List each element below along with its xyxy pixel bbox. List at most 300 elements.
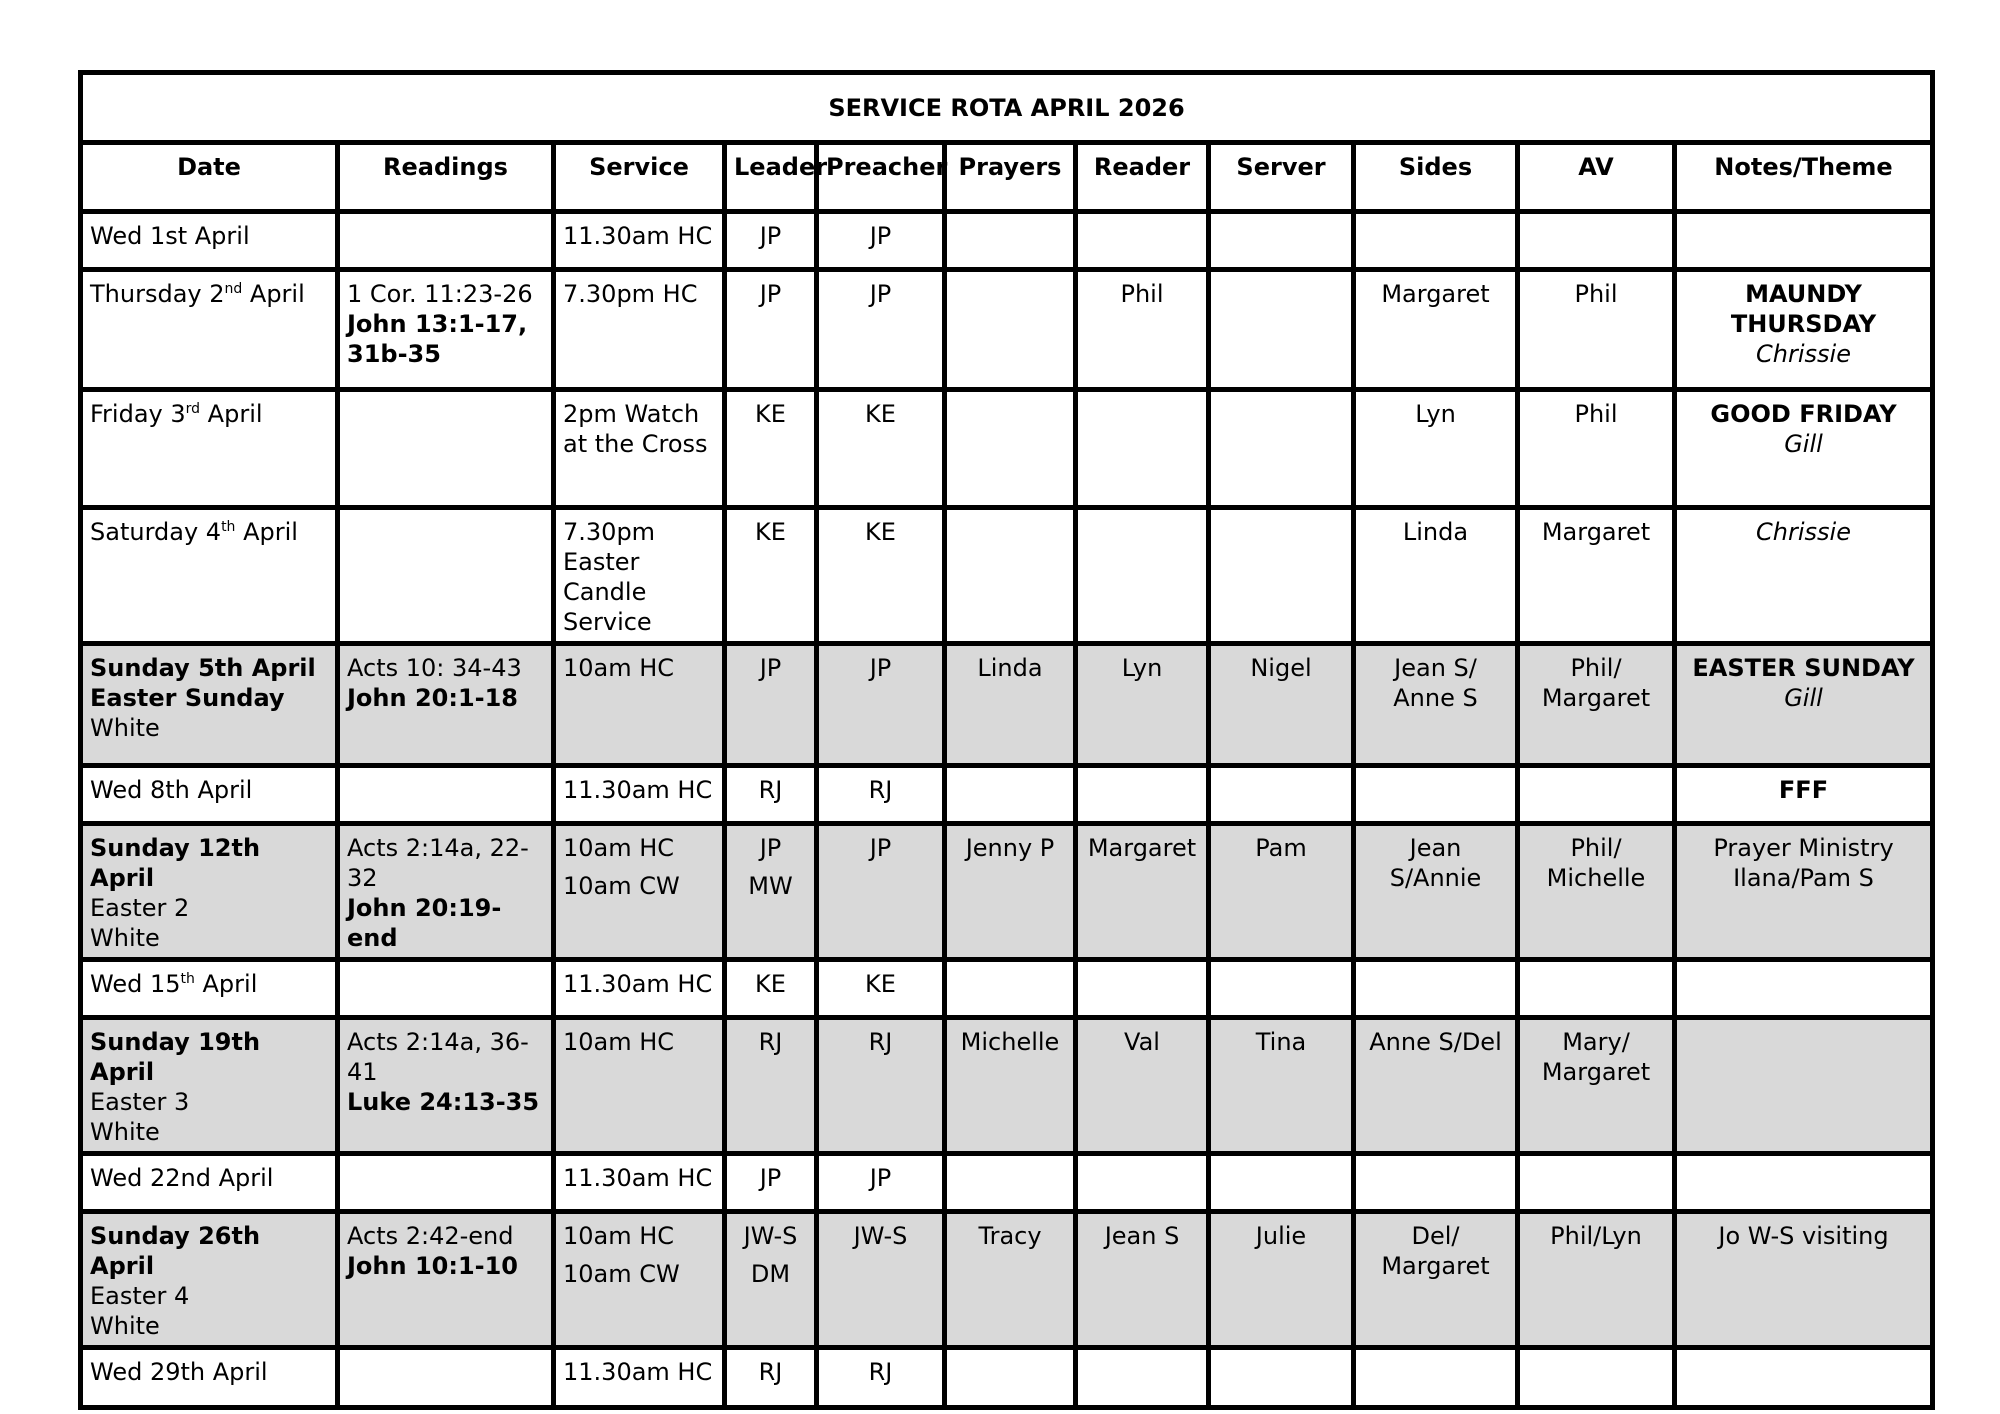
cell-readings <box>338 644 554 766</box>
cell-text <box>1363 683 1508 713</box>
cell-service <box>554 1154 725 1212</box>
cell-text <box>826 833 935 863</box>
cell-text <box>347 653 544 683</box>
cell-text-main: JP <box>759 222 782 250</box>
cell-text <box>734 1259 807 1289</box>
cell-text-after: April <box>242 280 305 308</box>
cell-text-main: Ilana/Pam S <box>1733 864 1874 892</box>
cell-av <box>1518 390 1675 508</box>
cell-text-main: 7.30pm HC <box>563 280 698 308</box>
cell-text-main: RJ <box>758 1028 783 1056</box>
cell-text-main: Margaret <box>1541 684 1651 712</box>
table-row <box>81 270 1933 390</box>
cell-text <box>826 1027 935 1057</box>
cell-text <box>90 923 328 953</box>
cell-text-main: Easter Sunday <box>90 684 285 712</box>
cell-text-main: White <box>90 1118 160 1146</box>
cell-text-main: JP <box>869 1164 892 1192</box>
cell-text <box>734 653 807 683</box>
cell-text <box>347 1251 544 1281</box>
cell-text <box>826 399 935 429</box>
cell-text-main: Wed 8th April <box>90 776 253 804</box>
cell-text <box>90 1087 328 1117</box>
cell-text <box>734 969 807 999</box>
cell-text <box>1684 863 1923 893</box>
cell-prayers <box>945 1212 1076 1348</box>
cell-text-main: JP <box>869 654 892 682</box>
cell-text-main: JP <box>869 280 892 308</box>
cell-text <box>1363 833 1508 893</box>
cell-text <box>563 833 715 863</box>
cell-readings <box>338 1018 554 1154</box>
table-row <box>81 644 1933 766</box>
cell-service <box>554 270 725 390</box>
cell-service <box>554 212 725 270</box>
cell-readings <box>338 508 554 644</box>
cell-text-main: Easter 4 <box>90 1282 190 1310</box>
cell-reader <box>1076 960 1209 1018</box>
cell-reader <box>1076 1018 1209 1154</box>
cell-text-main: DM <box>750 1260 791 1288</box>
cell-text <box>734 1221 807 1251</box>
cell-prayers <box>945 1154 1076 1212</box>
cell-leader <box>725 1348 817 1408</box>
cell-text-main: Val <box>1124 1028 1160 1056</box>
cell-text-main: John 20:1-18 <box>347 684 518 712</box>
cell-text-main: Margaret <box>1381 1252 1490 1280</box>
cell-preacher <box>817 1212 945 1348</box>
cell-server <box>1209 960 1354 1018</box>
cell-text-main: Nigel <box>1250 654 1312 682</box>
cell-av <box>1518 212 1675 270</box>
cell-text <box>954 653 1066 683</box>
cell-text-main: Jo W-S visiting <box>1718 1222 1889 1250</box>
cell-preacher <box>817 1154 945 1212</box>
cell-text-main: Gill <box>1784 430 1823 458</box>
cell-text-main: Acts 2:14a, 36-41 <box>347 1028 529 1086</box>
cell-text-main: 7.30pm <box>563 518 656 546</box>
cell-text-main: Margaret <box>1541 1058 1651 1086</box>
cell-leader <box>725 1018 817 1154</box>
cell-text-main: Jean S <box>1104 1222 1180 1250</box>
cell-notes <box>1675 508 1933 644</box>
cell-text <box>734 221 807 251</box>
cell-server <box>1209 824 1354 960</box>
cell-reader <box>1076 270 1209 390</box>
cell-text <box>90 1117 328 1147</box>
cell-text-main: Luke 24:13-35 <box>347 1088 540 1116</box>
column-header-notes: Notes/Theme <box>1675 143 1933 212</box>
cell-av <box>1518 1154 1675 1212</box>
cell-server <box>1209 766 1354 824</box>
cell-text <box>1684 775 1923 805</box>
cell-text <box>1363 1221 1508 1251</box>
cell-text-main: 10am HC <box>563 654 675 682</box>
cell-notes <box>1675 766 1933 824</box>
cell-av <box>1518 644 1675 766</box>
cell-text-main: Jenny P <box>965 834 1055 862</box>
column-header-av: AV <box>1518 143 1675 212</box>
cell-leader <box>725 644 817 766</box>
cell-text-main: 11.30am HC <box>563 1164 713 1192</box>
cell-text <box>563 1357 715 1387</box>
cell-preacher <box>817 212 945 270</box>
cell-text <box>1085 833 1199 863</box>
cell-text <box>90 1221 328 1281</box>
column-header-sides: Sides <box>1354 143 1518 212</box>
cell-text-main: 10am CW <box>563 1260 680 1288</box>
cell-text-main: RJ <box>868 1358 893 1386</box>
cell-reader <box>1076 644 1209 766</box>
cell-prayers <box>945 824 1076 960</box>
cell-text-main: JP <box>759 280 782 308</box>
cell-text-main: Wed 22nd April <box>90 1164 274 1192</box>
cell-text-main: Acts 2:14a, 22-32 <box>347 834 529 892</box>
cell-text <box>90 1311 328 1341</box>
cell-text <box>90 683 328 713</box>
cell-sides <box>1354 1154 1518 1212</box>
cell-sides <box>1354 1212 1518 1348</box>
ordinal-suffix: nd <box>224 281 243 297</box>
cell-text-main: MAUNDY THURSDAY <box>1730 280 1877 338</box>
cell-preacher <box>817 390 945 508</box>
cell-text-main: White <box>90 1312 160 1340</box>
cell-text-main: Margaret <box>1541 518 1651 546</box>
cell-text <box>826 1163 935 1193</box>
service-rota-table <box>78 70 1935 1410</box>
cell-text-main: Wed 29th April <box>90 1358 268 1386</box>
cell-reader <box>1076 508 1209 644</box>
cell-text-main: Tracy <box>978 1222 1042 1250</box>
cell-date <box>81 766 338 824</box>
cell-preacher <box>817 824 945 960</box>
cell-text-main: RJ <box>868 1028 893 1056</box>
cell-text <box>563 1163 715 1193</box>
cell-text <box>1684 517 1923 547</box>
cell-text <box>1363 1027 1508 1057</box>
cell-text-main: 10am HC <box>563 834 675 862</box>
cell-text <box>347 683 544 713</box>
cell-server <box>1209 1212 1354 1348</box>
cell-text <box>826 969 935 999</box>
cell-text <box>826 1357 935 1387</box>
cell-text-main: JP <box>869 222 892 250</box>
cell-text-main: John 20:19-end <box>347 894 502 952</box>
cell-sides <box>1354 270 1518 390</box>
cell-date <box>81 1348 338 1408</box>
column-header-date: Date <box>81 143 338 212</box>
cell-text-main: JP <box>869 834 892 862</box>
cell-sides <box>1354 824 1518 960</box>
cell-text <box>347 1221 544 1251</box>
cell-text <box>826 279 935 309</box>
cell-reader <box>1076 824 1209 960</box>
cell-sides <box>1354 644 1518 766</box>
cell-readings <box>338 390 554 508</box>
cell-text-main: Sunday 12th April <box>90 834 261 892</box>
cell-text <box>1363 1251 1508 1281</box>
table-row <box>81 1154 1933 1212</box>
cell-text <box>734 1163 807 1193</box>
cell-text-main: Jean S/ <box>1394 654 1477 682</box>
cell-text-main: JW-S <box>743 1222 798 1250</box>
cell-service <box>554 644 725 766</box>
cell-text <box>1218 833 1344 863</box>
cell-text-main: 11.30am HC <box>563 1358 713 1386</box>
cell-text <box>1684 399 1923 429</box>
cell-text-main: Phil/ <box>1570 654 1622 682</box>
cell-prayers <box>945 1348 1076 1408</box>
cell-readings <box>338 960 554 1018</box>
cell-text <box>347 893 544 953</box>
cell-text-main: Service <box>563 608 652 636</box>
cell-text <box>90 893 328 923</box>
cell-text <box>954 1027 1066 1057</box>
cell-reader <box>1076 1212 1209 1348</box>
cell-text <box>1363 399 1508 429</box>
cell-text <box>347 279 544 309</box>
cell-date <box>81 1212 338 1348</box>
cell-text <box>90 279 328 309</box>
cell-text <box>1218 1027 1344 1057</box>
cell-sides <box>1354 1348 1518 1408</box>
column-header-prayers: Prayers <box>945 143 1076 212</box>
cell-text-main: MW <box>748 872 793 900</box>
cell-notes <box>1675 390 1933 508</box>
cell-text <box>1085 1221 1199 1251</box>
cell-service <box>554 824 725 960</box>
cell-text-main: Tina <box>1255 1028 1307 1056</box>
cell-text <box>1527 653 1665 683</box>
page-title: SERVICE ROTA APRIL 2026 <box>81 73 1933 143</box>
cell-prayers <box>945 390 1076 508</box>
cell-text-main: Anne S/Del <box>1369 1028 1502 1056</box>
cell-text-main: Phil <box>1120 280 1164 308</box>
cell-notes <box>1675 824 1933 960</box>
cell-text <box>90 517 328 547</box>
cell-text <box>563 969 715 999</box>
cell-text <box>563 653 715 683</box>
cell-text <box>734 279 807 309</box>
cell-text-main: Del/ <box>1411 1222 1460 1250</box>
cell-text <box>90 969 328 999</box>
cell-notes <box>1675 1018 1933 1154</box>
cell-text-main: Margaret <box>1381 280 1490 308</box>
cell-text-main: 10am CW <box>563 872 680 900</box>
cell-service <box>554 390 725 508</box>
cell-prayers <box>945 1018 1076 1154</box>
cell-text-main: JP <box>759 834 782 862</box>
cell-preacher <box>817 644 945 766</box>
cell-text <box>1527 1057 1665 1087</box>
cell-server <box>1209 212 1354 270</box>
cell-text <box>563 607 715 637</box>
cell-text-main: KE <box>755 400 786 428</box>
cell-text-main: Lyn <box>1121 654 1163 682</box>
cell-text-main: JW-S <box>853 1222 908 1250</box>
cell-text <box>1527 1221 1665 1251</box>
cell-service <box>554 508 725 644</box>
cell-sides <box>1354 960 1518 1018</box>
cell-text-main: 1 Cor. 11:23-26 <box>347 280 533 308</box>
cell-server <box>1209 1018 1354 1154</box>
cell-text <box>90 221 328 251</box>
cell-text <box>563 279 715 309</box>
cell-text-main: KE <box>865 970 896 998</box>
cell-text <box>1684 339 1923 369</box>
cell-text <box>1684 429 1923 459</box>
cell-text-main: White <box>90 924 160 952</box>
cell-server <box>1209 270 1354 390</box>
cell-av <box>1518 960 1675 1018</box>
cell-text <box>826 1221 935 1251</box>
cell-leader <box>725 824 817 960</box>
cell-text-main: Michelle <box>960 1028 1060 1056</box>
cell-readings <box>338 1154 554 1212</box>
cell-text <box>826 517 935 547</box>
column-header-service: Service <box>554 143 725 212</box>
cell-date <box>81 508 338 644</box>
cell-text <box>1363 517 1508 547</box>
cell-readings <box>338 824 554 960</box>
cell-text-main: RJ <box>868 776 893 804</box>
cell-readings <box>338 766 554 824</box>
cell-text-main: Chrissie <box>1756 518 1851 546</box>
cell-sides <box>1354 390 1518 508</box>
cell-text <box>954 833 1066 863</box>
cell-av <box>1518 1348 1675 1408</box>
cell-service <box>554 1212 725 1348</box>
cell-text-main: Julie <box>1255 1222 1307 1250</box>
cell-text <box>90 775 328 805</box>
header-row <box>81 143 1933 212</box>
cell-service <box>554 1018 725 1154</box>
cell-text-main: Margaret <box>1087 834 1197 862</box>
cell-leader <box>725 1154 817 1212</box>
cell-text <box>90 713 328 743</box>
cell-text-main: Chrissie <box>1756 340 1851 368</box>
cell-text-main: KE <box>865 400 896 428</box>
cell-readings <box>338 270 554 390</box>
cell-prayers <box>945 766 1076 824</box>
column-header-preacher: Preacher <box>817 143 945 212</box>
cell-preacher <box>817 270 945 390</box>
cell-text-main: Sunday 26th April <box>90 1222 261 1280</box>
cell-reader <box>1076 1348 1209 1408</box>
cell-text-main: Wed 1st April <box>90 222 250 250</box>
cell-prayers <box>945 644 1076 766</box>
cell-text-main: KE <box>865 518 896 546</box>
cell-text <box>563 1221 715 1251</box>
cell-text-main: RJ <box>758 1358 783 1386</box>
cell-text <box>1218 653 1344 683</box>
cell-text <box>1527 833 1665 863</box>
cell-sides <box>1354 1018 1518 1154</box>
cell-service <box>554 766 725 824</box>
cell-text <box>563 1259 715 1289</box>
cell-text <box>90 653 328 683</box>
cell-text-main: Mary/ <box>1562 1028 1630 1056</box>
cell-text <box>90 399 328 429</box>
column-header-leader: Leader <box>725 143 817 212</box>
cell-text <box>563 429 715 459</box>
cell-sides <box>1354 508 1518 644</box>
cell-date <box>81 1154 338 1212</box>
cell-prayers <box>945 212 1076 270</box>
cell-text-main: Anne S <box>1393 684 1478 712</box>
table-row <box>81 960 1933 1018</box>
cell-text-main: Sunday 5th April <box>90 654 316 682</box>
cell-text <box>563 517 715 547</box>
cell-text-main: 11.30am HC <box>563 222 713 250</box>
cell-text-main: 10am HC <box>563 1222 675 1250</box>
cell-notes <box>1675 212 1933 270</box>
cell-text <box>347 833 544 893</box>
cell-text-main: Michelle <box>1546 864 1646 892</box>
cell-reader <box>1076 212 1209 270</box>
cell-text <box>1527 517 1665 547</box>
cell-text-after: April <box>235 518 298 546</box>
cell-leader <box>725 766 817 824</box>
table-row <box>81 766 1933 824</box>
table-row <box>81 508 1933 644</box>
cell-date <box>81 824 338 960</box>
cell-text <box>563 871 715 901</box>
cell-text <box>1363 279 1508 309</box>
table-row <box>81 212 1933 270</box>
cell-notes <box>1675 1212 1933 1348</box>
column-header-readings: Readings <box>338 143 554 212</box>
cell-text-main: 11.30am HC <box>563 970 713 998</box>
cell-prayers <box>945 270 1076 390</box>
cell-server <box>1209 644 1354 766</box>
cell-leader <box>725 212 817 270</box>
cell-text-main: Easter 2 <box>90 894 190 922</box>
cell-text <box>1527 279 1665 309</box>
cell-text-main: Wed 15 <box>90 970 181 998</box>
cell-text-main: Phil/ <box>1570 834 1622 862</box>
cell-text <box>954 1221 1066 1251</box>
cell-preacher <box>817 1348 945 1408</box>
ordinal-suffix: rd <box>185 401 201 417</box>
cell-server <box>1209 390 1354 508</box>
cell-text <box>90 1281 328 1311</box>
cell-text <box>734 871 807 901</box>
cell-preacher <box>817 508 945 644</box>
cell-leader <box>725 390 817 508</box>
cell-text-main: Sunday 19th April <box>90 1028 261 1086</box>
cell-text-main: Linda <box>1402 518 1469 546</box>
cell-av <box>1518 270 1675 390</box>
cell-text-main: 2pm Watch <box>563 400 700 428</box>
cell-text <box>1085 279 1199 309</box>
cell-date <box>81 1018 338 1154</box>
cell-text <box>1684 833 1923 863</box>
cell-av <box>1518 1018 1675 1154</box>
cell-leader <box>725 1212 817 1348</box>
cell-text-main: Friday 3 <box>90 400 186 428</box>
cell-text-main: Easter Candle <box>563 548 647 606</box>
cell-text <box>563 547 715 607</box>
cell-text-main: 11.30am HC <box>563 776 713 804</box>
cell-av <box>1518 508 1675 644</box>
cell-text-main: KE <box>755 518 786 546</box>
ordinal-suffix: th <box>180 971 195 987</box>
cell-leader <box>725 960 817 1018</box>
cell-server <box>1209 1348 1354 1408</box>
cell-text <box>563 221 715 251</box>
cell-text-after: April <box>200 400 263 428</box>
